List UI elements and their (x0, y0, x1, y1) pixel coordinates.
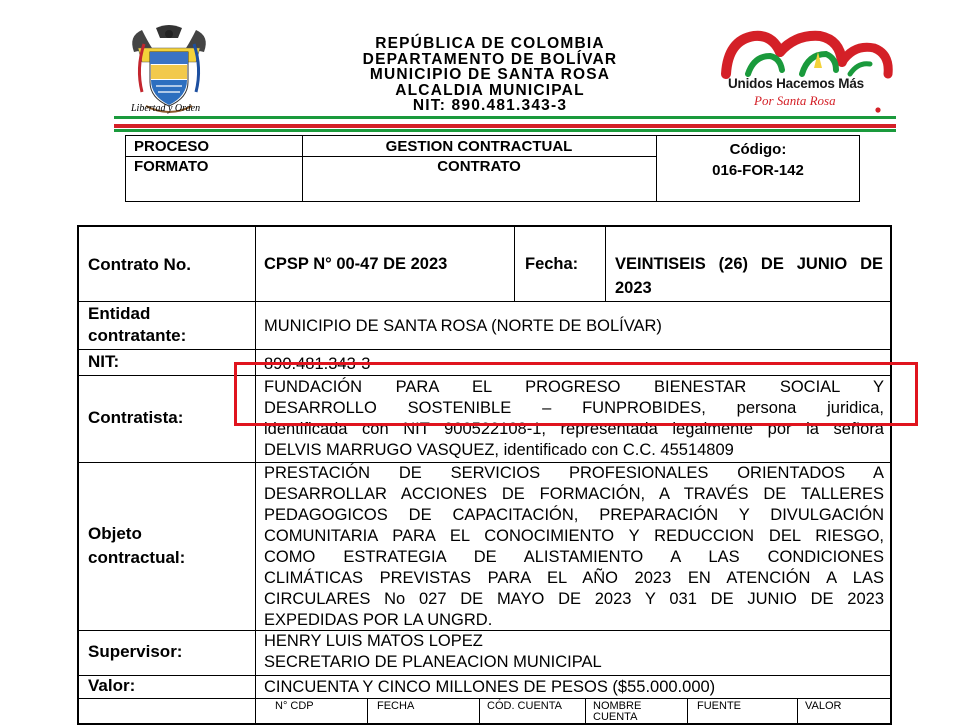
entidad-label (88, 303, 186, 347)
proceso-value: GESTION CONTRACTUAL (385, 138, 573, 155)
fecha-value (615, 254, 883, 299)
contratista-label: Contratista: (88, 408, 184, 427)
fecha-label: Fecha: (525, 255, 579, 273)
objeto-line: CIRCULARES No 027 DE MAYO DE 2023 Y 031 DE JUNIO DE 2023 (264, 590, 884, 608)
valor-value: CINCUENTA Y CINCO MILLONES DE PESOS ($55.000.000) (264, 678, 716, 696)
cdp-header: CÓD. CUENTA (487, 700, 562, 712)
header-line-municipio: MUNICIPIO DE SANTA ROSA (369, 66, 611, 83)
entidad-value: MUNICIPIO DE SANTA ROSA (NORTE DE BOLÍVAR) (264, 317, 662, 335)
cdp-header: N° CDP (275, 700, 314, 712)
supervisor-name: HENRY LUIS MATOS LOPEZ (264, 632, 483, 650)
contratista-line: FUNDACIÓN PARA EL PROGRESO BIENESTAR SOCIAL Y (264, 378, 884, 396)
objeto-label (88, 523, 185, 569)
supervisor-value (264, 631, 884, 673)
header-line-alcaldia: ALCALDIA MUNICIPAL (395, 81, 585, 99)
header-title (240, 36, 740, 114)
objeto-value (264, 463, 884, 631)
format-table (125, 135, 860, 202)
nit-value: 890.481.343-3 (264, 355, 371, 373)
cdp-header: FECHA (377, 700, 415, 712)
coat-motto: Libertad y Orden (131, 103, 201, 114)
contract-table (77, 225, 892, 725)
cdp-header: VALOR (805, 700, 842, 712)
objeto-label-line1: Objeto (88, 524, 142, 543)
cdp-header: FUENTE (697, 700, 741, 712)
contrato-value: CPSP N° 00-47 DE 2023 (264, 255, 448, 273)
formato-label: FORMATO (134, 158, 209, 175)
logo-text-santa-rosa: Por Santa Rosa (754, 93, 836, 108)
cdp-header: NOMBRE CUENTA (593, 700, 642, 723)
objeto-line: DESARROLLAR ACCIONES DE FORMACIÓN, A TRAVÉS DE TALLERES (264, 485, 884, 503)
objeto-line: CLIMÁTICAS PREVISTAS PARA EL AÑO 2023 EN ATENCIÓN A LAS (264, 569, 884, 587)
header-line-departamento: DEPARTAMENTO DE BOLÍVAR (362, 50, 618, 68)
header-line-republica: REPÚBLICA DE COLOMBIA (375, 35, 605, 52)
codigo-label: Código: (729, 141, 787, 158)
header-stripe-green-bottom (114, 129, 896, 132)
fecha-value-line2: 2023 (615, 279, 652, 297)
objeto-label-line2: contractual: (88, 548, 186, 567)
supervisor-title: SECRETARIO DE PLANEACION MUNICIPAL (264, 653, 602, 671)
objeto-line: COMUNITARIA PARA EL CONOCIMIENTO Y REDUCCION DEL RIESGO, (264, 527, 884, 545)
contratista-line: identificada con NIT 900522108-1, representada legalmente por la señora (264, 420, 884, 438)
objeto-line: COMO ESTRATEGIA DE ALISTAMIENTO A LAS CONDICIONES (264, 548, 884, 566)
header-stripe-white (114, 120, 896, 123)
valor-label: Valor: (88, 676, 136, 695)
formato-value: CONTRATO (437, 158, 521, 175)
fecha-value-line1: VEINTISEIS (26) DE JUNIO DE (615, 255, 883, 273)
supervisor-label: Supervisor: (88, 642, 183, 661)
objeto-line: PEDAGOGICOS DE CAPACITACIÓN, PREPARACIÓN Y DIVULGACIÓN (264, 506, 884, 524)
contratista-line: DESARROLLO SOSTENIBLE – FUNPROBIDES, persona juridica, (264, 399, 884, 417)
header-stripe-red (114, 124, 896, 128)
codigo-value: 016-FOR-142 (712, 162, 804, 179)
header-line-nit: NIT: 890.481.343-3 (412, 97, 568, 114)
entidad-label-line1: Entidad (88, 304, 151, 323)
proceso-label: PROCESO (134, 138, 210, 155)
nit-label: NIT: (88, 352, 120, 371)
logo-text-unidos: Unidos Hacemos Más (728, 76, 864, 91)
header-stripe-green (114, 116, 896, 119)
highlight-box (234, 362, 918, 426)
contratista-line: DELVIS MARRUGO VASQUEZ, identificado con C.C. 45514809 (264, 441, 734, 459)
contrato-label: Contrato No. (88, 255, 191, 274)
objeto-line: EXPEDIDAS POR LA UNGRD. (264, 611, 493, 629)
objeto-line: PRESTACIÓN DE SERVICIOS PROFESIONALES ORIENTADOS A (264, 464, 884, 482)
entidad-label-line2: contratante: (88, 326, 187, 345)
